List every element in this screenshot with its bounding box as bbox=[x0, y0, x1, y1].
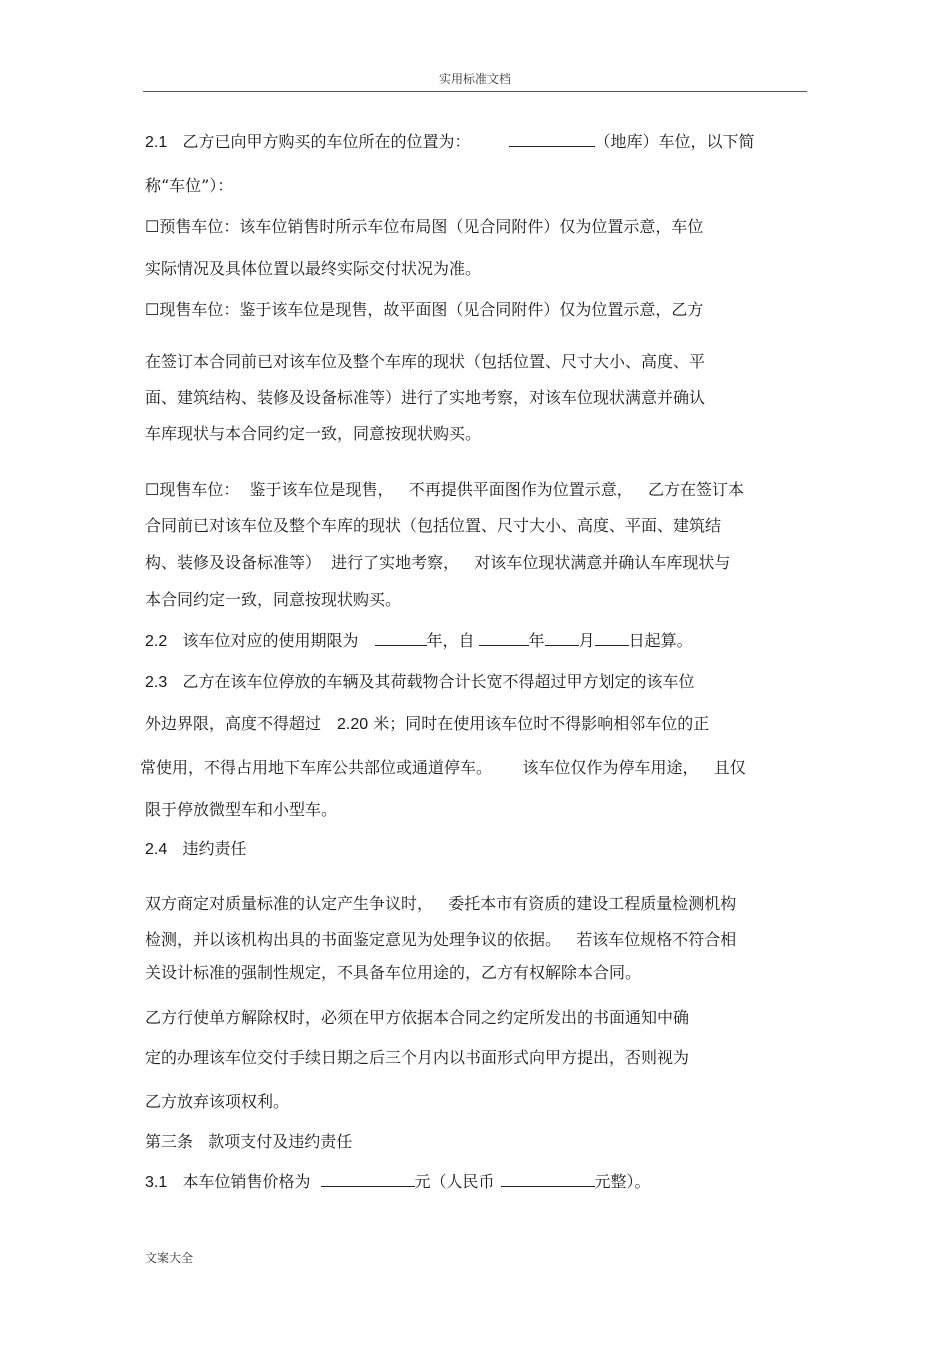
text-line: 面、建筑结构、装修及设备标准等）进行了实地考察，对该车位现状满意并确认 bbox=[145, 388, 706, 407]
clause-3-1-line bbox=[145, 1172, 651, 1193]
height-limit: 2.20 bbox=[337, 716, 369, 733]
clause-number: 2.4 bbox=[145, 841, 168, 858]
text-line: 常使用，不得占用地下车库公共部位或通道停车。 该车位仅作为停车用途， 且仅 bbox=[140, 758, 746, 777]
text-line: 定的办理该车位交付手续日期之后三个月内以书面形式向甲方提出，否则视为 bbox=[145, 1048, 690, 1067]
blank-field bbox=[321, 1172, 415, 1187]
text-line: 本合同约定一致，同意按现状购买。 bbox=[145, 590, 402, 609]
text-line: ☐现售车位：鉴于该车位是现售，故平面图（见合同附件）仅为位置示意，乙方 bbox=[145, 300, 704, 319]
text-line: 双方商定对质量标准的认定产生争议时， 委托本市有资质的建设工程质量检测机构 bbox=[145, 894, 737, 913]
text-line: 限于停放微型车和小型车。 bbox=[145, 800, 338, 819]
text-line: 称“车位”）： bbox=[145, 176, 234, 195]
clause-text: 月 bbox=[578, 631, 595, 650]
blank-field bbox=[501, 1172, 595, 1187]
text-line bbox=[145, 714, 709, 735]
clause-text: 该车位对应的使用期限为 bbox=[182, 631, 359, 650]
clause-number: 3.1 bbox=[145, 1174, 168, 1191]
clause-text: 日起算。 bbox=[628, 631, 693, 650]
header-divider bbox=[143, 91, 807, 92]
page-footer: 文案大全 bbox=[145, 1251, 194, 1265]
clause-text: 乙方在该车位停放的车辆及其荷载物合计长宽不得超过甲方划定的该车位 bbox=[182, 672, 695, 691]
clause-text: 乙方已向甲方购买的车位所在的位置为： bbox=[182, 132, 471, 151]
text-line: ☐现售车位： 鉴于该车位是现售， 不再提供平面图作为位置示意， 乙方在签订本 bbox=[145, 480, 745, 499]
text-line: 合同前已对该车位及整个车库的现状（包括位置、尺寸大小、高度、平面、建筑结 bbox=[145, 516, 722, 535]
clause-number: 2.2 bbox=[145, 633, 168, 650]
clause-text: 元整）。 bbox=[594, 1172, 651, 1191]
text-line: 乙方放弃该项权利。 bbox=[145, 1092, 290, 1111]
text-line: 乙方行使单方解除权时，必须在甲方依据本合同之约定所发出的书面通知中确 bbox=[145, 1008, 690, 1027]
blank-field bbox=[509, 132, 595, 147]
clause-text: 本车位销售价格为 bbox=[182, 1172, 311, 1191]
text-line: 构、装修及设备标准等） 进行了实地考察， 对该车位现状满意并确认车库现状与 bbox=[145, 553, 731, 572]
blank-field bbox=[545, 631, 579, 646]
clause-text: 年 bbox=[528, 631, 545, 650]
blank-field bbox=[375, 631, 427, 646]
clause-number: 2.3 bbox=[145, 674, 168, 691]
blank-field bbox=[479, 631, 529, 646]
clause-2-3-line bbox=[145, 672, 695, 693]
page-header: 实用标准文档 bbox=[438, 72, 511, 86]
blank-field bbox=[595, 631, 629, 646]
clause-text: （地库）车位，以下简 bbox=[594, 132, 755, 151]
clause-text: 米；同时在使用该车位时不得影响相邻车位的正 bbox=[373, 714, 710, 733]
text-line: 检测，并以该机构出具的书面鉴定意见为处理争议的依据。 若该车位规格不符合相 bbox=[145, 930, 737, 949]
clause-text: 年，自 bbox=[426, 631, 475, 650]
text-line: ☐预售车位：该车位销售时所示车位布局图（见合同附件）仅为位置示意，车位 bbox=[145, 217, 704, 236]
clause-number: 2.1 bbox=[145, 134, 168, 151]
section-heading: 第三条 款项支付及违约责任 bbox=[145, 1132, 353, 1151]
clause-text: 外边界限，高度不得超过 bbox=[145, 714, 322, 733]
text-line: 实际情况及具体位置以最终实际交付状况为准。 bbox=[145, 259, 482, 278]
text-line: 关设计标准的强制性规定，不具备车位用途的，乙方有权解除本合同。 bbox=[145, 963, 642, 982]
clause-text: 违约责任 bbox=[182, 839, 247, 858]
text-line: 车库现状与本合同约定一致，同意按现状购买。 bbox=[145, 424, 482, 443]
clause-2-1-line bbox=[145, 132, 755, 153]
clause-text: 元（人民币 bbox=[414, 1172, 495, 1191]
clause-2-2-line bbox=[145, 631, 693, 652]
clause-2-4-line bbox=[145, 839, 247, 860]
text-line: 在签订本合同前已对该车位及整个车库的现状（包括位置、尺寸大小、高度、平 bbox=[145, 352, 706, 371]
